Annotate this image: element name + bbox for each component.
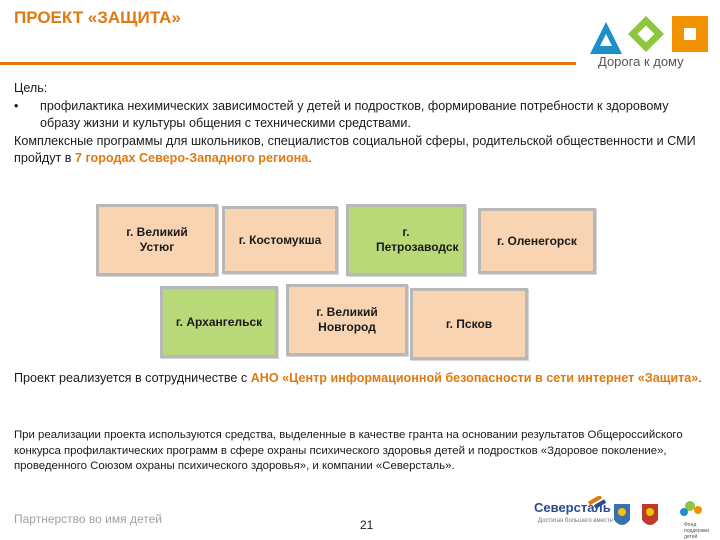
intro-text: [14, 80, 704, 168]
city-petrozavodsk: [346, 204, 466, 276]
partner-highlight: АНО «Центр информационной безопасности в сети интернет «Защита»: [250, 371, 699, 385]
city-velikiy-novgorod: [286, 284, 408, 356]
bullet-mark: •: [14, 98, 19, 113]
city-velikiy-ustyug: [96, 204, 218, 276]
city-label: г. Псков: [445, 316, 493, 331]
programs-text-end: .: [308, 151, 312, 165]
severstal-tagline: Достигая большего вместе: [538, 518, 613, 524]
city-label: г. Оленегорск: [497, 233, 577, 248]
square-icon: [672, 16, 708, 52]
programs-text: Комплексные программы для школьников, специалистов социальной сферы, родительской общественности и СМИ пройдут в: [14, 133, 696, 165]
city-olenegorsk: [478, 208, 596, 274]
region-coat-of-arms-icon: [614, 504, 630, 525]
city-coat-of-arms-icon: [642, 504, 658, 525]
logo-caption: Дорога к дому: [598, 54, 684, 69]
partner-text-end: .: [698, 371, 702, 385]
partner-text: Проект реализуется в сотрудничестве с: [14, 371, 251, 385]
page-title: ПРОЕКТ «ЗАЩИТА»: [14, 8, 181, 27]
goal-title: Цель:: [14, 81, 48, 95]
city-pskov: [410, 288, 528, 360]
page-number: 21: [360, 518, 374, 532]
diamond-icon: [628, 16, 664, 52]
goal-text: профилактика нехимических зависимостей у детей и подростков, формирование потребности к здоровому образу жизни и культуры общения с техническими средствами.: [40, 98, 669, 130]
city-label: г. Великий Новгород: [316, 305, 378, 334]
city-arkhangelsk: [160, 286, 278, 358]
fund-label: Фонд поддержки детей: [684, 522, 710, 540]
partner-paragraph: [14, 370, 704, 388]
triangle-icon: [590, 22, 622, 54]
city-kostomuksha: [222, 206, 338, 274]
city-label: г. Архангельск: [175, 314, 263, 329]
city-label: г. Великий Устюг: [126, 225, 188, 254]
programs-paragraph: [14, 133, 704, 168]
city-label: г. Петрозаводск: [376, 225, 459, 254]
funding-paragraph: При реализации проекта используются средства, выделенные в качестве гранта на основании результатов Общероссийского конкурса профилактических программ в сфере охраны психического здоровья детей и подростков «Здоровое поколение», проведенного Союзом охраны психического здоровья», и компании «Северсталь».: [14, 429, 683, 472]
footer-tagline: Партнерство во имя детей: [14, 512, 162, 526]
severstal-name: Северсталь: [534, 500, 611, 515]
title-underline: [0, 62, 576, 65]
programs-highlight: 7 городах Северо-Западного региона: [74, 151, 309, 165]
children-fund-logo-icon: [680, 501, 702, 516]
goal-bullet: [14, 98, 704, 133]
city-label: г. Костомукша: [238, 232, 322, 247]
